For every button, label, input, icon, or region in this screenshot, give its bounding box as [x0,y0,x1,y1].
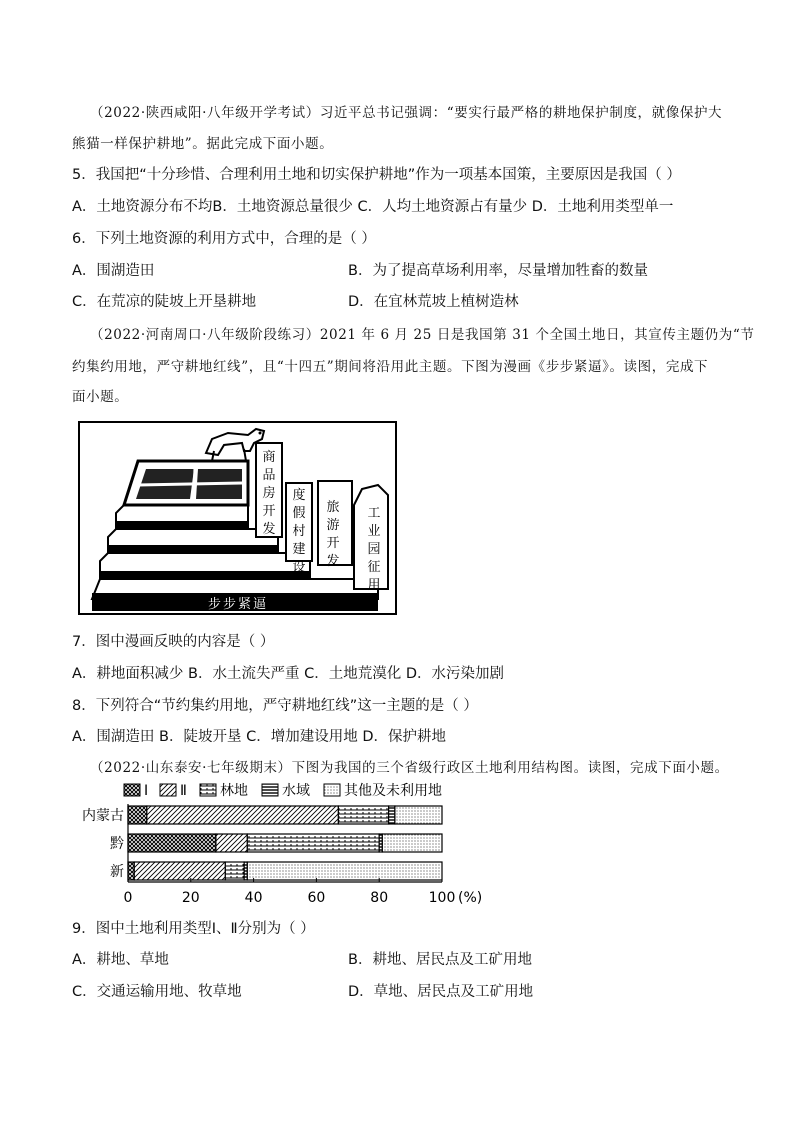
q9-option-a: A．耕地、草地 [72,952,169,968]
q6-option-c: C．在荒凉的陡坡上开垦耕地 [72,294,257,310]
legend-swatch [324,784,340,796]
x-tick-label: 20 [181,890,200,906]
bar-segment [216,834,247,852]
q6-option-a: A．围湖造田 [72,263,155,279]
bar-segment [395,806,442,824]
comic-step4-char: 园 [367,542,381,557]
legend-label: 其他及未利用地 [344,783,442,799]
comic-step1-char: 开 [262,504,276,519]
q8-stem: 8．下列符合“节约集约用地，严守耕地红线”这一主题的是（ ） [72,698,478,714]
category-label: 新 [110,864,124,880]
comic-step1-char: 商 [262,450,276,465]
legend-swatch [124,784,140,796]
legend-swatch [160,784,176,796]
comic-step3-char: 发 [326,554,340,569]
q8-options: A．围湖造田 B．陡坡开垦 C．增加建设用地 D．保护耕地 [72,729,446,745]
comic-step3-char: 开 [326,536,340,551]
land-use-chart [72,780,502,916]
q6-option-b: B．为了提高草场利用率，尽量增加牲畜的数量 [348,263,648,279]
q7-stem: 7．图中漫画反映的内容是（ ） [72,634,275,650]
comic-step4-char: 业 [367,524,381,539]
q9-option-d: D．草地、居民点及工矿用地 [348,984,534,1000]
comic-step-by-step [78,421,397,615]
x-tick-label: 40 [244,890,263,906]
q5-options: A．土地资源分布不均B．土地资源总量很少 C．人均土地资源占有量少 D．土地利用类型单一 [72,199,674,215]
legend-label: Ⅱ [180,783,187,799]
group2-intro-line3: 面小题。 [72,389,129,405]
legend-swatch [200,784,216,796]
comic-step2-char: 设 [292,560,306,575]
comic-step2-char: 度 [292,488,306,503]
category-label: 黔 [110,836,124,852]
comic-step2-char: 村 [292,524,306,539]
comic-step3-char: 旅 [326,500,340,515]
q6-stem: 6．下列土地资源的利用方式中，合理的是（ ） [72,231,376,247]
group1-intro-line1: （2022·陕西咸阳·八年级开学考试）习近平总书记强调：“要实行最严格的耕地保护制度，就像保护大 [90,105,723,121]
bar-segment [338,806,388,824]
bar-segment [128,834,216,852]
comic-step3-char: 游 [326,518,340,533]
comic-caption: 步步紧逼 [207,597,269,612]
legend-label: 林地 [220,783,248,799]
comic-step1-char: 发 [262,522,276,537]
group2-intro-line1: （2022·河南周口·八年级阶段练习）2021 年 6 月 25 日是我国第 31 个全国土地日，其宣传主题仍为“节 [90,327,755,343]
bar-segment [134,862,225,880]
q6-option-d: D．在宜林荒坡上植树造林 [348,294,519,310]
q5-stem: 5．我国把“十分珍惜、合理利用土地和切实保护耕地”作为一项基本国策，主要原因是我国（ ） [72,167,681,183]
legend-label: 水域 [282,783,310,799]
legend-label: Ⅰ [144,783,149,799]
bar-segment [247,834,379,852]
comic-step4-char: 工 [367,506,381,521]
group3-intro: （2022·山东泰安·七年级期末）下图为我国的三个省级行政区土地利用结构图。读图，完成下面小题。 [90,760,729,776]
bar-segment [128,806,147,824]
group2-intro-line2: 约集约用地，严守耕地红线”，且“十四五”期间将沿用此主题。下图为漫画《步步紧逼》。读图，完成下 [72,359,709,375]
comic-step4-char: 征 [367,560,381,575]
bar-segment [128,862,134,880]
bar-segment [389,806,395,824]
q9-option-b: B．耕地、居民点及工矿用地 [348,952,532,968]
bar-segment [147,806,339,824]
x-tick-label: 60 [307,890,326,906]
q7-options: A．耕地面积减少 B．水土流失严重 C．土地荒漠化 D．水污染加剧 [72,666,504,682]
bar-segment [247,862,442,880]
comic-step1-char: 房 [262,486,276,501]
bar-segment [382,834,442,852]
comic-step4-char: 用 [367,578,381,593]
category-label: 内蒙古 [82,808,124,824]
legend-swatch [262,784,278,796]
x-tick-label: 80 [370,890,389,906]
x-axis-unit: (%) [458,890,483,906]
q9-stem: 9．图中土地利用类型Ⅰ、Ⅱ分别为（ ） [72,921,315,937]
bar-segment [225,862,244,880]
group1-intro-line2: 熊猫一样保护耕地”。据此完成下面小题。 [72,136,334,152]
x-tick-label: 100 [428,890,456,906]
q9-option-c: C．交通运输用地、牧草地 [72,984,242,1000]
comic-step2-char: 假 [292,506,306,521]
comic-step2-char: 建 [292,542,306,557]
comic-step1-char: 品 [262,468,276,483]
x-tick-label: 0 [123,890,133,906]
